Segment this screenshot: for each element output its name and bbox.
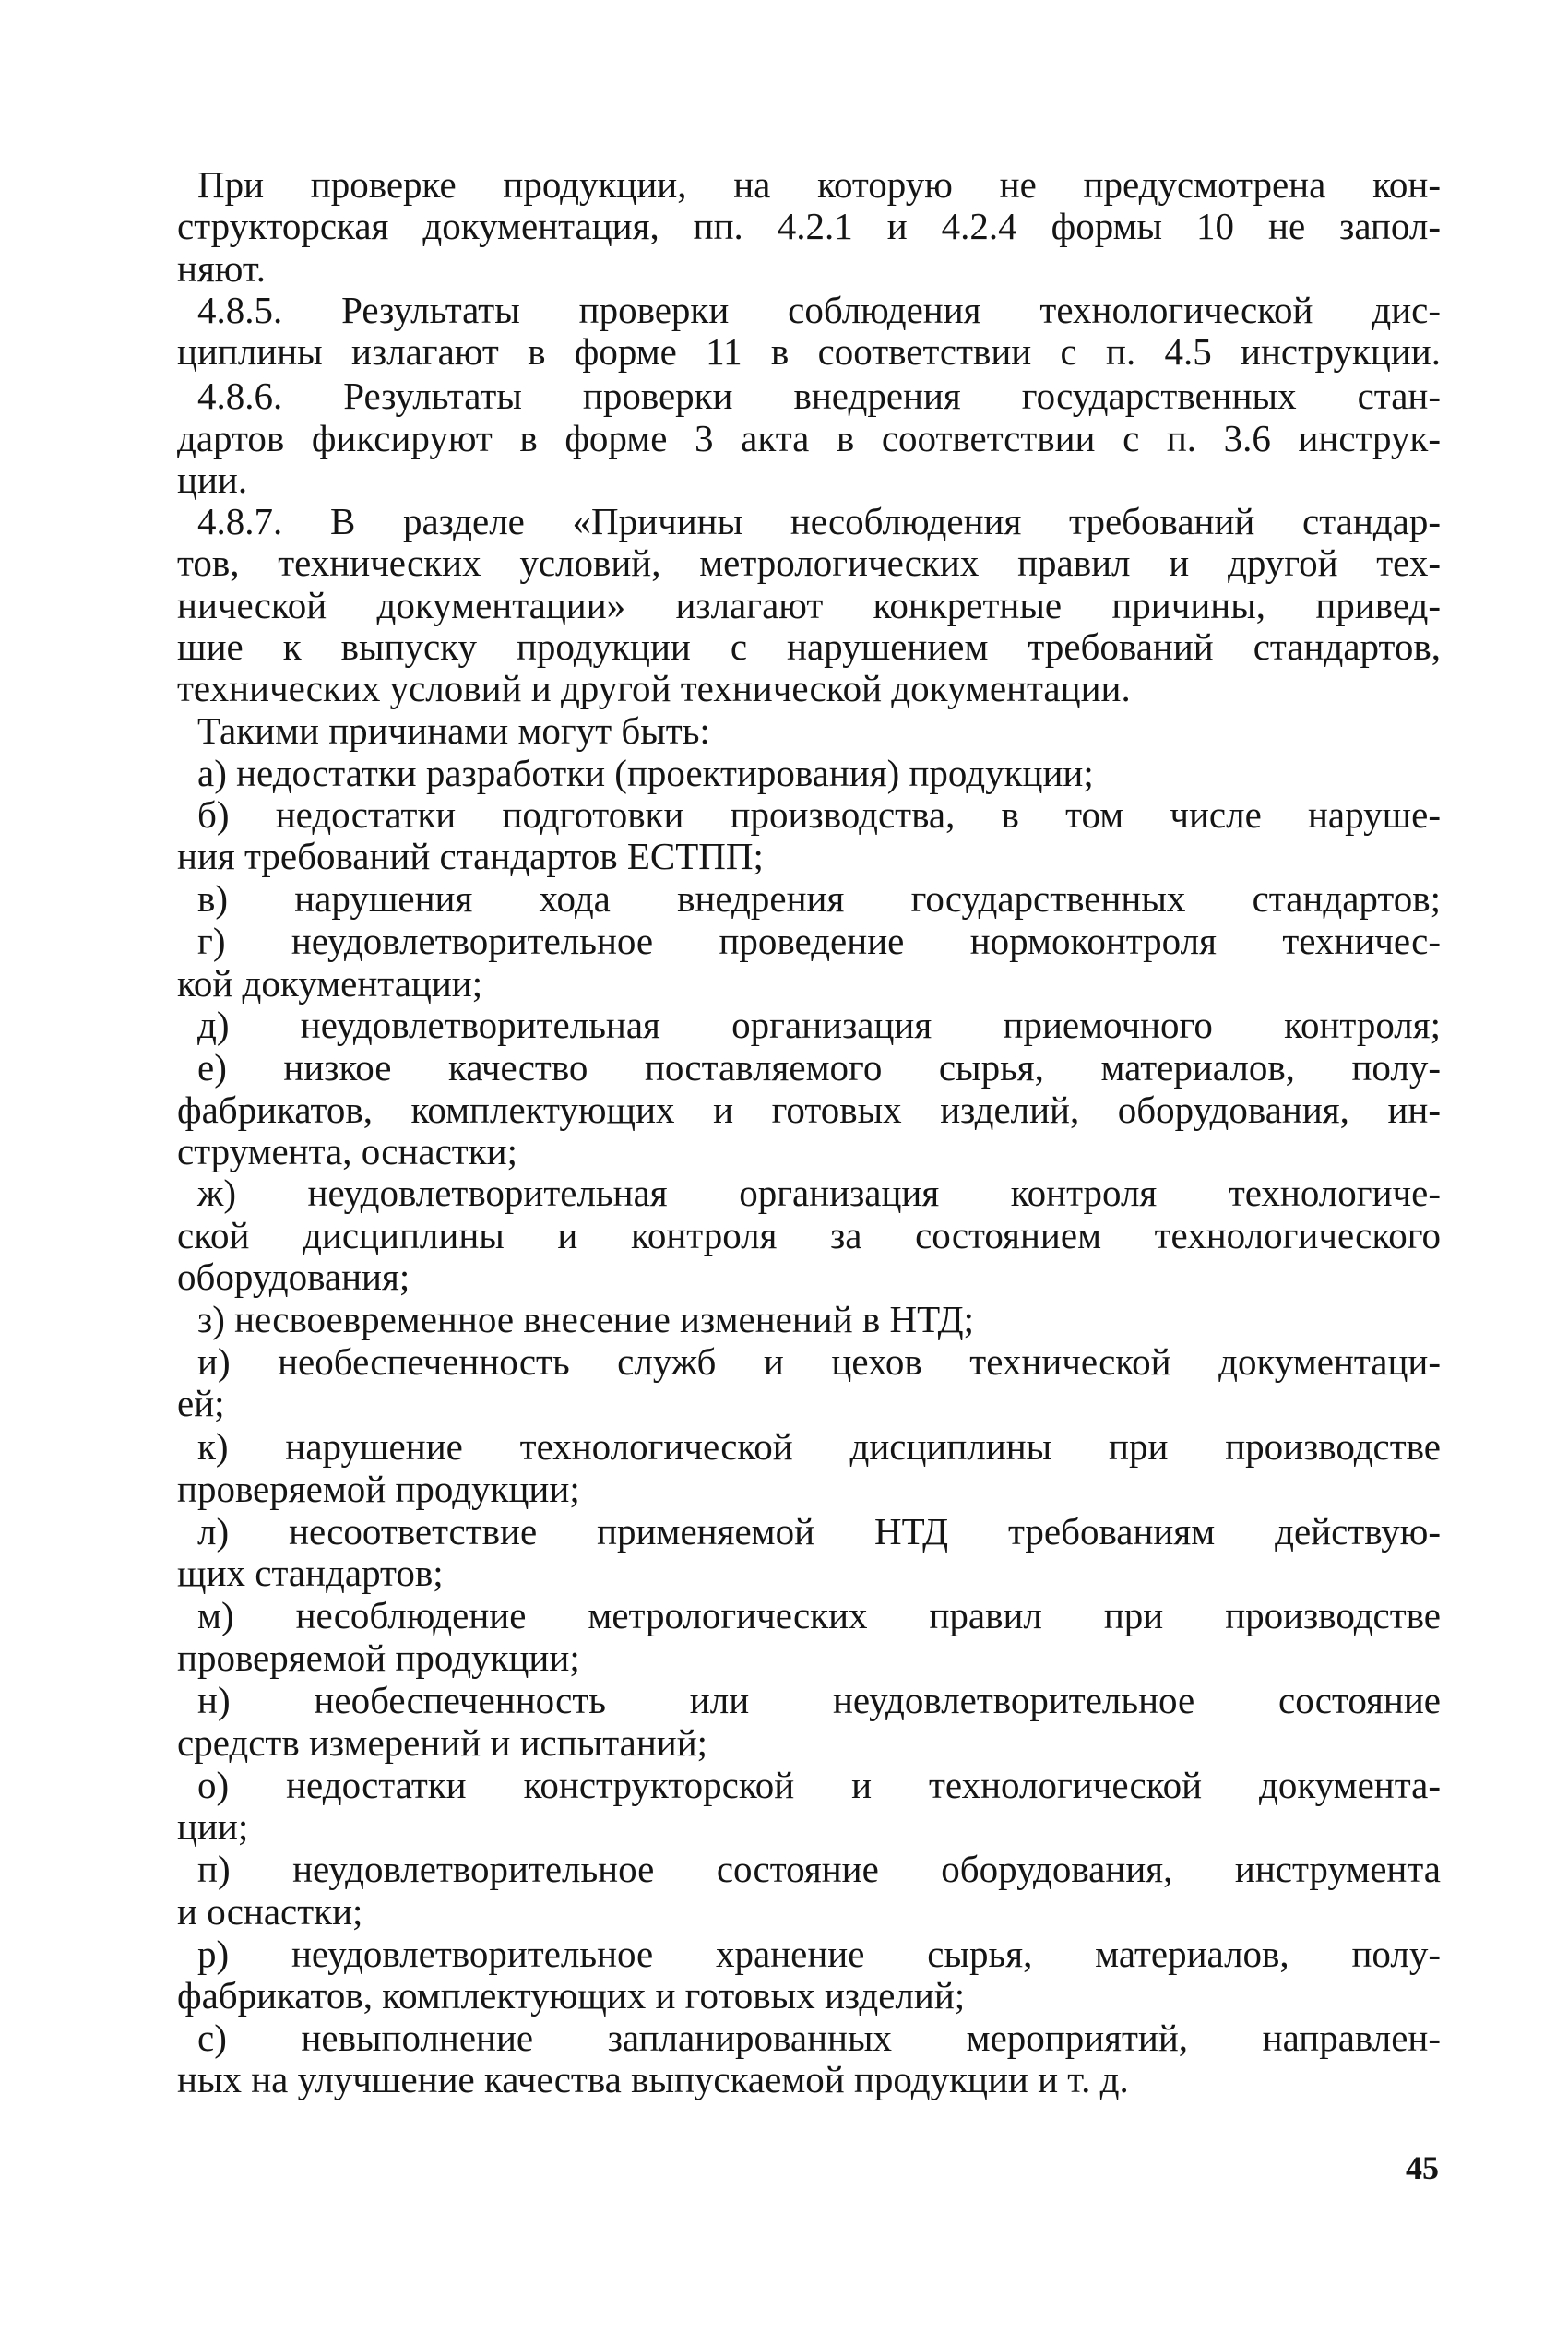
- text-line: ных на улучшение качества выпускаемой продукции и т. д.: [177, 2058, 1129, 2100]
- text-line: фабрикатов, комплектующих и готовых изделий;: [177, 1974, 966, 2017]
- text-line: и оснастки;: [177, 1890, 363, 1933]
- text-line: л) несоответствие применяемой НТД требованиям действую-: [197, 1510, 1441, 1553]
- text-line: б) недостатки подготовки производства, в том числе наруше-: [197, 793, 1441, 836]
- text-line: ции;: [177, 1805, 249, 1848]
- text-line: средств измерений и испытаний;: [177, 1721, 708, 1764]
- text-line: п) неудовлетворительное состояние оборудования, инструмента: [197, 1848, 1441, 1890]
- text-line: дартов фиксируют в форме 3 акта в соответствии с п. 3.6 инструк-: [177, 417, 1441, 459]
- text-line: 4.8.6. Результаты проверки внедрения государственных стан-: [197, 375, 1441, 417]
- text-line: няют.: [177, 247, 266, 290]
- text-line: проверяемой продукции;: [177, 1468, 580, 1510]
- text-line: 4.8.5. Результаты проверки соблюдения технологической дис-: [197, 289, 1441, 331]
- text-line: 4.8.7. В разделе «Причины несоблюдения требований стандар-: [197, 500, 1441, 542]
- text-line: ции.: [177, 458, 248, 501]
- text-line: струмента, оснастки;: [177, 1130, 517, 1172]
- text-line: а) недостатки разработки (проектирования) продукции;: [197, 752, 1094, 794]
- text-line: с) невыполнение запланированных мероприятий, направлен-: [197, 2017, 1441, 2059]
- text-line: технических условий и другой технической документации.: [177, 667, 1131, 709]
- text-line: проверяемой продукции;: [177, 1636, 580, 1679]
- text-line: г) неудовлетворительное проведение нормоконтроля техничес-: [197, 920, 1441, 962]
- text-line: ния требований стандартов ЕСТПП;: [177, 835, 764, 877]
- text-line: ж) неудовлетворительная организация контроля технологиче-: [197, 1172, 1441, 1214]
- text-line: тов, технических условий, метрологических правил и другой тех-: [177, 541, 1441, 584]
- text-line: При проверке продукции, на которую не предусмотрена кон-: [197, 163, 1441, 206]
- text-line: щих стандартов;: [177, 1552, 444, 1594]
- text-line: р) неудовлетворительное хранение сырья, материалов, полу-: [197, 1933, 1441, 1975]
- text-line: фабрикатов, комплектующих и готовых изделий, оборудования, ин-: [177, 1089, 1441, 1131]
- text-line: оборудования;: [177, 1255, 410, 1298]
- text-line: д) неудовлетворительная организация приемочного контроля;: [197, 1004, 1441, 1046]
- text-line: и) необеспеченность служб и цехов технической документаци-: [197, 1340, 1441, 1383]
- text-line: м) несоблюдение метрологических правил при производстве: [197, 1594, 1441, 1636]
- text-line: ей;: [177, 1382, 225, 1424]
- text-line: н) необеспеченность или неудовлетворительное состояние: [197, 1679, 1441, 1721]
- text-line: Такими причинами могут быть:: [197, 709, 710, 752]
- text-line: структорская документация, пп. 4.2.1 и 4.2.4 формы 10 не запол-: [177, 205, 1441, 247]
- text-line: з) несвоевременное внесение изменений в НТД;: [197, 1298, 974, 1340]
- text-line: ской дисциплины и контроля за состоянием технологического: [177, 1214, 1441, 1256]
- text-line: кой документации;: [177, 962, 483, 1005]
- text-line: е) низкое качество поставляемого сырья, материалов, полу-: [197, 1046, 1441, 1089]
- text-line: к) нарушение технологической дисциплины при производстве: [197, 1425, 1441, 1468]
- text-line: циплины излагают в форме 11 в соответствии с п. 4.5 инструкции.: [177, 330, 1441, 373]
- text-line: о) недостатки конструкторской и технологической документа-: [197, 1764, 1441, 1806]
- text-line: нической документации» излагают конкретные причины, привед-: [177, 584, 1441, 626]
- page-number: 45: [1406, 2149, 1439, 2186]
- text-line: в) нарушения хода внедрения государственных стандартов;: [197, 877, 1441, 920]
- text-line: шие к выпуску продукции с нарушением требований стандартов,: [177, 625, 1441, 668]
